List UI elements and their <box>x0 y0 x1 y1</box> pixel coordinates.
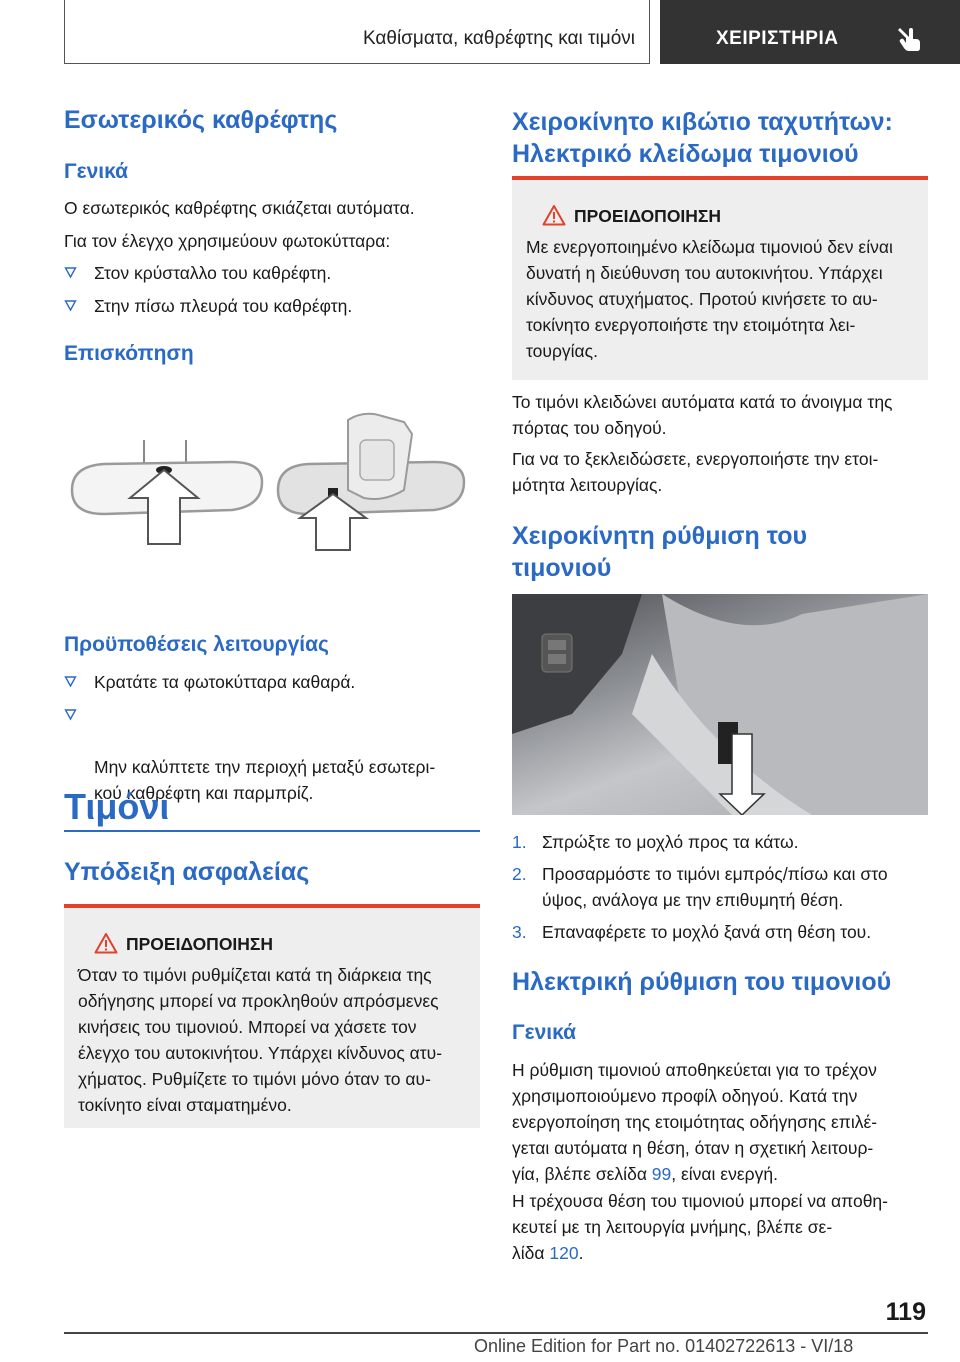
lock-paragraph-2: Για να το ξεκλειδώσετε, ενεργοποιήστε την ετοι- μότητα λειτουργίας. <box>512 449 879 495</box>
warning-bar <box>64 904 480 908</box>
edition-text: Online Edition for Part no. 01402722613 - VI/18 <box>474 1336 854 1356</box>
warning-text: Όταν το τιμόνι ρυθμίζεται κατά τη διάρκεια της οδήγησης μπορεί να προκληθούν απρόσμενες κινήσεις του τιμονιού. Μπορεί να χάσετε τον έλεγχο του αυτοκινήτου. Υπάρχει κίνδυνος ατυ- χήματος. Ρυθμίζετε το τιμόνι μόνο όταν το αυ- τοκίνητο είναι σταματημένο. <box>78 965 443 1115</box>
warning-triangle-icon <box>542 204 566 226</box>
general-heading: Γενικά <box>64 160 129 183</box>
safety-heading: Υπόδειξη ασφαλείας <box>64 858 310 886</box>
warning-box <box>64 904 480 1128</box>
list-item: 1. Σπρώξτε το μοχλό προς τα κάτω. <box>512 832 799 852</box>
list-item: 2. Προσαρμόστε το τιμόνι εμπρός/πίσω και στο ύψος, ανάλογα με την επιθυμητή θέση. <box>512 864 888 910</box>
list-item: Κρατάτε τα φωτοκύτταρα καθαρά. <box>64 669 480 695</box>
list-item: Στην πίσω πλευρά του καθρέφτη. <box>64 293 480 319</box>
section-title: Καθίσματα, καθρέφτης και τιμόνι <box>362 28 635 49</box>
page-link-120[interactable]: 120 <box>549 1243 579 1263</box>
steering-column-drawing <box>512 594 928 815</box>
list-item: 3. Επαναφέρετε το μοχλό ξανά στη θέση του. <box>512 922 872 942</box>
chapter-tab[interactable] <box>660 0 960 64</box>
bullet-triangle-icon <box>64 708 77 721</box>
pointing-hand-icon <box>896 24 922 52</box>
list-item: Στον κρύσταλλο του καθρέφτη. <box>64 260 480 286</box>
general-heading-right: Γενικά <box>512 1021 577 1044</box>
warning-title: ΠΡΟΕΙΔΟΠΟΙΗΣΗ <box>574 206 722 226</box>
prerequisites-heading: Προϋποθέσεις λειτουργίας <box>64 633 329 656</box>
lock-paragraph-1: Το τιμόνι κλειδώνει αυτόματα κατά το άνοιγμα της πόρτας του οδηγού. <box>512 392 893 438</box>
gearbox-lock-heading: Χειροκίνητο κιβώτιο ταχυτήτων: Ηλεκτρικό κλείδωμα τιμονιού <box>512 108 893 168</box>
list-item: Μην καλύπτετε την περιοχή μεταξύ εσωτερι- κού καθρέφτη και παρμπρίζ. <box>64 702 480 806</box>
bullet-triangle-icon <box>64 299 77 312</box>
bullet-triangle-icon <box>64 266 77 279</box>
page-number: 119 <box>885 1298 926 1326</box>
mirror-illustration <box>64 410 480 570</box>
chapter-tab-label: ΧΕΙΡΙΣΤΗΡΙΑ <box>716 28 839 49</box>
warning-triangle-icon <box>94 932 118 954</box>
footer-rule <box>64 1332 928 1334</box>
warning-box <box>512 176 928 380</box>
steering-wheel-heading: Τιμόνι <box>64 786 170 827</box>
warning-text: Με ενεργοποιημένο κλείδωμα τιμονιού δεν είναι δυνατή η διεύθυνση του αυτοκινήτου. Υπάρχει κίνδυνος ατυχήματος. Προτού κινήσετε το αυ- τοκίνητο ενεργοποιήστε την ετοιμότητα λει- τουργίας. <box>526 237 893 361</box>
warning-bar <box>512 176 928 180</box>
page-link-99[interactable]: 99 <box>651 1164 672 1184</box>
mirror-heading: Εσωτερικός καθρέφτης <box>64 106 338 134</box>
bullet-triangle-icon <box>64 675 77 688</box>
electric-paragraph-1: Η ρύθμιση τιμονιού αποθηκεύεται για το τρέχον χρησιμοποιούμενο προφίλ οδηγού. Κατά την ενεργοποίηση της ετοιμότητας οδήγησης επιλέ- γεται αυτόματα η θέση, όταν η σχετική λειτουρ- γία, βλέπε σελίδα 99, είναι ενεργή. <box>512 1060 878 1184</box>
heading-rule <box>64 830 480 832</box>
general-paragraph-2: Για τον έλεγχο χρησιμεύουν φωτοκύτταρα: <box>64 231 391 251</box>
general-paragraph-1: Ο εσωτερικός καθρέφτης σκιάζεται αυτόματα. <box>64 198 415 218</box>
warning-title: ΠΡΟΕΙΔΟΠΟΙΗΣΗ <box>126 934 274 954</box>
manual-adjust-heading: Χειροκίνητη ρύθμιση του τιμονιού <box>512 522 808 582</box>
overview-heading: Επισκόπηση <box>64 342 194 365</box>
electric-paragraph-2: Η τρέχουσα θέση του τιμονιού μπορεί να αποθη- κευτεί με τη λειτουργία μνήμης, βλέπε σε- λίδα 120. <box>512 1191 888 1263</box>
header-section-box <box>64 0 650 64</box>
electric-adjust-heading: Ηλεκτρική ρύθμιση του τιμονιού <box>512 968 892 996</box>
steering-column-photo <box>512 594 928 815</box>
